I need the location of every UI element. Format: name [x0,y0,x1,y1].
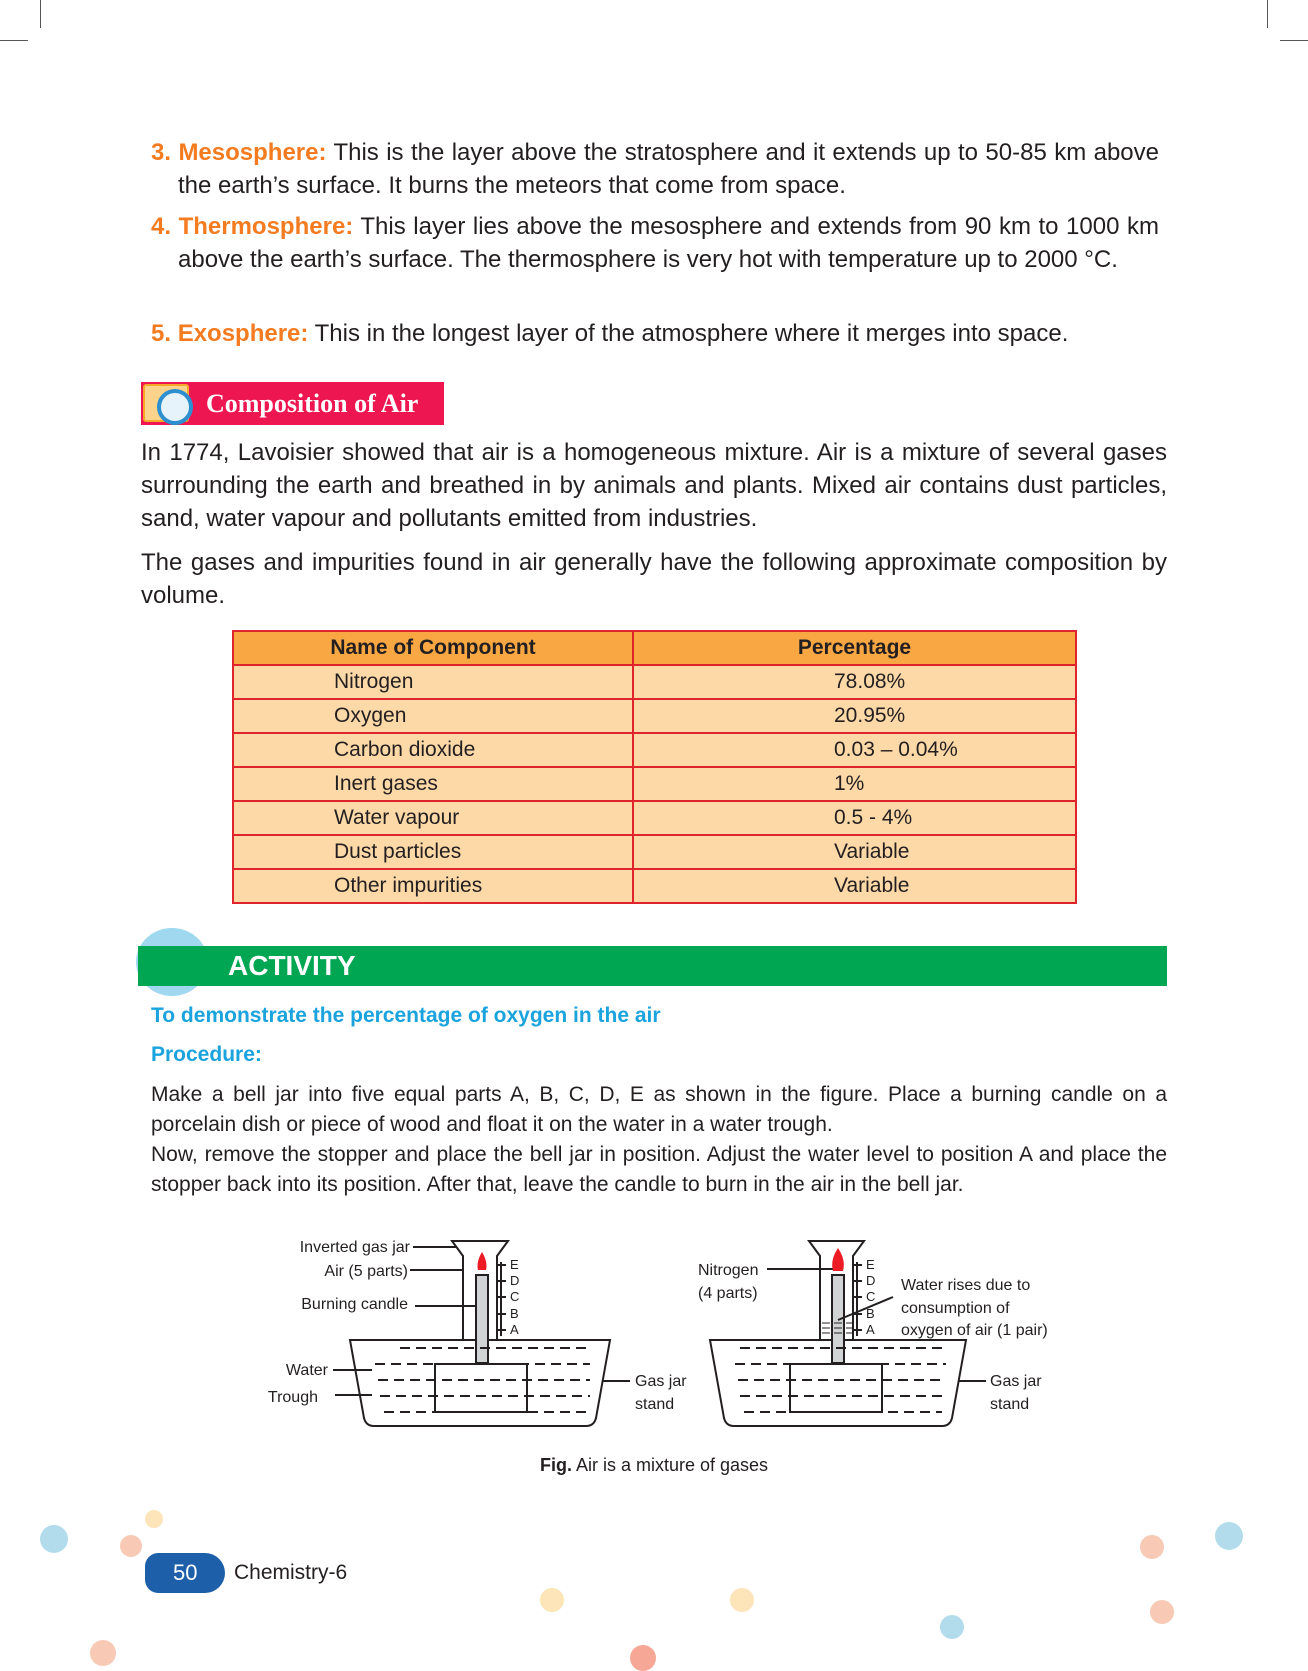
header-cell: Name of Component [233,631,633,665]
label: oxygen of air (1 pair) [901,1322,1048,1339]
component-cell: Carbon dioxide [233,733,633,767]
svg-text:A: A [866,1322,875,1337]
percentage-cell: 20.95% [633,699,1076,733]
flame-icon [478,1252,487,1270]
page-number-badge: 50 [145,1553,225,1593]
label: Gas jar [635,1373,687,1390]
label: stand [990,1396,1030,1413]
percentage-cell: 0.5 - 4% [633,801,1076,835]
label: Burning candle [301,1296,408,1313]
list-item-mesosphere: 3. Mesosphere: This is the layer above the stratosphere and it extends up to 50-85 km above the earth’s surface. It burns the meteors that come from space. [151,139,1159,199]
percentage-cell: 0.03 – 0.04% [633,733,1076,767]
svg-text:B: B [866,1306,875,1321]
paragraph: The gases and impurities found in air generally have the following approximate composition by volume. [141,549,1167,609]
component-cell: Dust particles [233,835,633,869]
svg-text:B: B [510,1306,519,1321]
procedure-text: Make a bell jar into five equal parts A, B, C, D, E as shown in the figure. Place a burning candle on a porcelain dish or piece of wood and float it on the water in a water trough. [151,1083,1167,1136]
procedure-label: Procedure: [151,1043,262,1066]
figure-caption: Fig. Air is a mixture of gases [539,1455,769,1475]
label: Water [285,1362,328,1379]
flame-icon [832,1248,844,1271]
list-item-thermosphere: 4. Thermosphere: This layer lies above the mesosphere and extends from 90 km to 1000 km above the earth’s surface. The thermosphere is very hot with temperature up to 2000 °C. [151,213,1159,273]
component-cell: Water vapour [233,801,633,835]
activity-aim: To demonstrate the percentage of oxygen in the air [151,1004,661,1027]
percentage-cell: 78.08% [633,665,1076,699]
label: Trough [267,1389,318,1406]
procedure-text: Now, remove the stopper and place the bell jar in position. Adjust the water level to position A and place the stopper back into its position. After that, leave the candle to burn in the air in the bell jar. [151,1143,1167,1196]
component-cell: Nitrogen [233,665,633,699]
list-item-exosphere: 5. Exosphere: This in the longest layer of the atmosphere where it merges into space. [151,320,1069,347]
svg-text:A: A [510,1322,519,1337]
label: stand [635,1396,675,1413]
paragraph: In 1774, Lavoisier showed that air is a homogeneous mixture. Air is a mixture of several gases surrounding the earth and breathed in by animals and plants. Mixed air contains dust particles, sand, water vapour and pollutants emitted from industries. [141,439,1167,532]
book-title: Chemistry-6 [234,1561,348,1584]
label: Gas jar [990,1373,1042,1390]
svg-text:D: D [510,1273,520,1288]
svg-text:C: C [866,1289,876,1304]
label: Air (5 parts) [324,1263,408,1280]
label: Nitrogen [698,1262,759,1279]
activity-title: ACTIVITY [228,950,356,981]
component-cell: Oxygen [233,699,633,733]
percentage-cell: Variable [633,869,1076,903]
svg-text:E: E [866,1257,875,1272]
svg-text:D: D [866,1273,876,1288]
header-cell: Percentage [633,631,1076,665]
percentage-cell: Variable [633,835,1076,869]
component-cell: Inert gases [233,767,633,801]
label: (4 parts) [698,1285,758,1302]
component-cell: Other impurities [233,869,633,903]
section-title: Composition of Air [206,389,419,418]
svg-text:E: E [510,1257,519,1272]
percentage-cell: 1% [633,767,1076,801]
label: consumption of [901,1300,1010,1317]
label: Inverted gas jar [299,1239,410,1256]
label: Water rises due to [901,1277,1031,1294]
svg-text:C: C [510,1289,520,1304]
